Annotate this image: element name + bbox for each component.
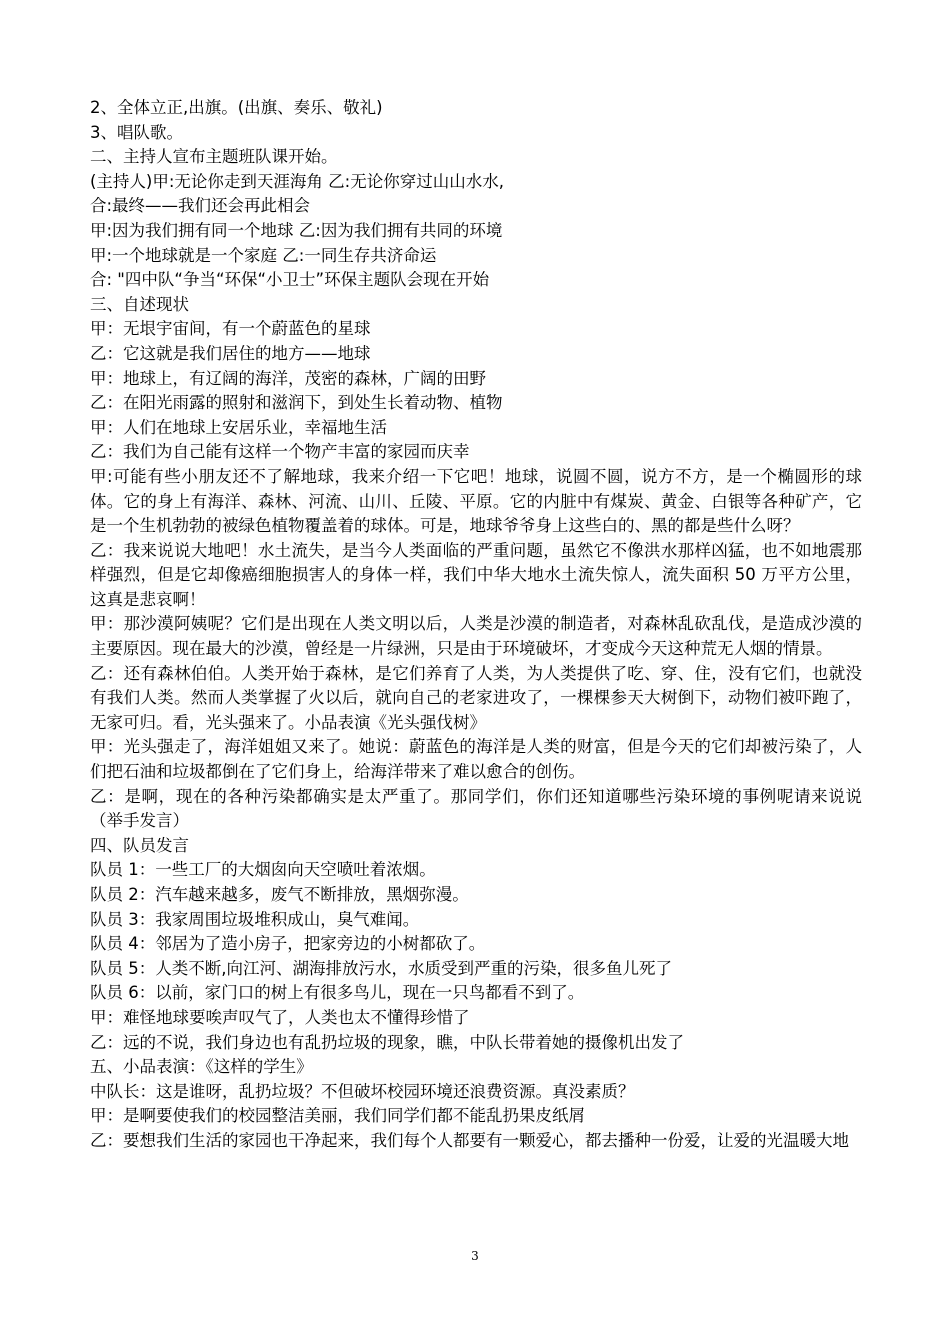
text-line: 3、唱队歌。: [90, 122, 183, 142]
text-line: 中队长：这是谁呀，乱扔垃圾？不但破坏校园环境还浪费资源。真没素质？: [90, 1081, 635, 1101]
text-line: 2、全体立正,出旗。(出旗、奏乐、敬礼): [90, 98, 383, 117]
text-line: 乙：我们为自己能有这样一个物产丰富的家园而庆幸: [90, 442, 470, 462]
document-body: [90, 96, 862, 1154]
section-heading: 四、队员发言: [90, 835, 189, 855]
text-line: 乙：远的不说，我们身边也有乱扔垃圾的现象，瞧，中队长带着她的摄像机出发了: [90, 1032, 684, 1052]
section-heading: 五、小品表演：《这样的学生》: [90, 1057, 313, 1077]
paragraph: 甲：光头强走了，海洋姐姐又来了。她说：蔚蓝色的海洋是人类的财富，但是今天的它们却被污染了，人们把石油和垃圾都倒在了它们身上，给海洋带来了难以愈合的创伤。: [90, 737, 862, 782]
paragraph: 乙：是啊，现在的各种污染都确实是太严重了。那同学们，你们还知道哪些污染环境的事例呢请来说说（举手发言）: [90, 786, 862, 831]
text-line: 队员 4：邻居为了造小房子，把家旁边的小树都砍了。: [90, 934, 486, 954]
text-line: 甲：难怪地球要唉声叹气了，人类也太不懂得珍惜了: [90, 1007, 470, 1027]
paragraph: 乙：我来说说大地吧！水土流失，是当今人类面临的严重问题，虽然它不像洪水那样凶猛，也不如地震那样强烈，但是它却像癌细胞损害人的身体一样，我们中华大地水土流失惊人，流失面积 50 万平方公里，这真是悲哀啊！: [90, 540, 862, 609]
text-line: (主持人)甲:无论你走到天涯海角 乙:无论你穿过山山水水,: [90, 171, 504, 191]
paragraph: 甲：那沙漠阿姨呢？它们是出现在人类文明以后，人类是沙漠的制造者，对森林乱砍乱伐，是造成沙漠的主要原因。现在最大的沙漠，曾经是一片绿洲，只是由于环境破坏，才变成今天这种荒无人烟的情景。: [90, 614, 862, 659]
paragraph: 乙：还有森林伯伯。人类开始于森林，是它们养育了人类，为人类提供了吃、穿、住，没有它们，也就没有我们人类。然而人类掌握了火以后，就向自己的老家进攻了，一棵棵参天大树倒下，动物们被吓跑了，无家可归。看，光头强来了。小品表演《光头强伐树》: [90, 663, 862, 732]
section-heading: 二、主持人宣布主题班队课开始。: [90, 147, 338, 167]
text-line: 队员 6：以前，家门口的树上有很多鸟儿，现在一只鸟都看不到了。: [90, 983, 585, 1003]
text-line: 甲：是啊要使我们的校园整洁美丽，我们同学们都不能乱扔果皮纸屑: [90, 1106, 585, 1126]
text-line: 队员 1：一些工厂的大烟囱向天空喷吐着浓烟。: [90, 860, 436, 880]
text-line: 队员 5：人类不断,向江河、湖海排放污水，水质受到严重的污染，很多鱼儿死了: [90, 958, 672, 978]
text-line: 队员 2：汽车越来越多，废气不断排放，黑烟弥漫。: [90, 885, 469, 904]
page-number: 3: [471, 1249, 479, 1263]
text-line: 甲：人们在地球上安居乐业，幸福地生活: [90, 417, 387, 437]
paragraph: 甲:可能有些小朋友还不了解地球，我来介绍一下它吧！地球，说圆不圆，说方不方，是一个椭圆形的球体。它的身上有海洋、森林、河流、山川、丘陵、平原。它的内脏中有煤炭、黄金、白银等各种矿产，它是一个生机勃勃的被绿色植物覆盖着的球体。可是，地球爷爷身上这些白的、黑的都是些什么呀？: [90, 466, 862, 536]
text-line: 甲：无垠宇宙间，有一个蔚蓝色的星球: [90, 319, 371, 339]
paragraph: 乙：要想我们生活的家园也干净起来，我们每个人都要有一颗爱心，都去播种一份爱，让爱的光温暖大地: [90, 1130, 849, 1150]
text-line: 甲:因为我们拥有同一个地球 乙:因为我们拥有共同的环境: [90, 220, 503, 240]
text-line: 合: "四中队“争当“环保“小卫士”环保主题队会现在开始: [90, 270, 490, 290]
text-line: 甲：地球上，有辽阔的海洋，茂密的森林，广阔的田野: [90, 368, 486, 388]
text-line: 合:最终——我们还会再此相会: [90, 196, 311, 216]
section-heading: 三、自述现状: [90, 294, 189, 314]
text-line: 乙：在阳光雨露的照射和滋润下，到处生长着动物、植物: [90, 393, 503, 413]
text-line: 队员 3：我家周围垃圾堆积成山，臭气难闻。: [90, 909, 420, 929]
text-line: 甲:一个地球就是一个家庭 乙:一同生存共济命运: [90, 245, 437, 265]
text-line: 乙：它这就是我们居住的地方——地球: [90, 343, 371, 363]
